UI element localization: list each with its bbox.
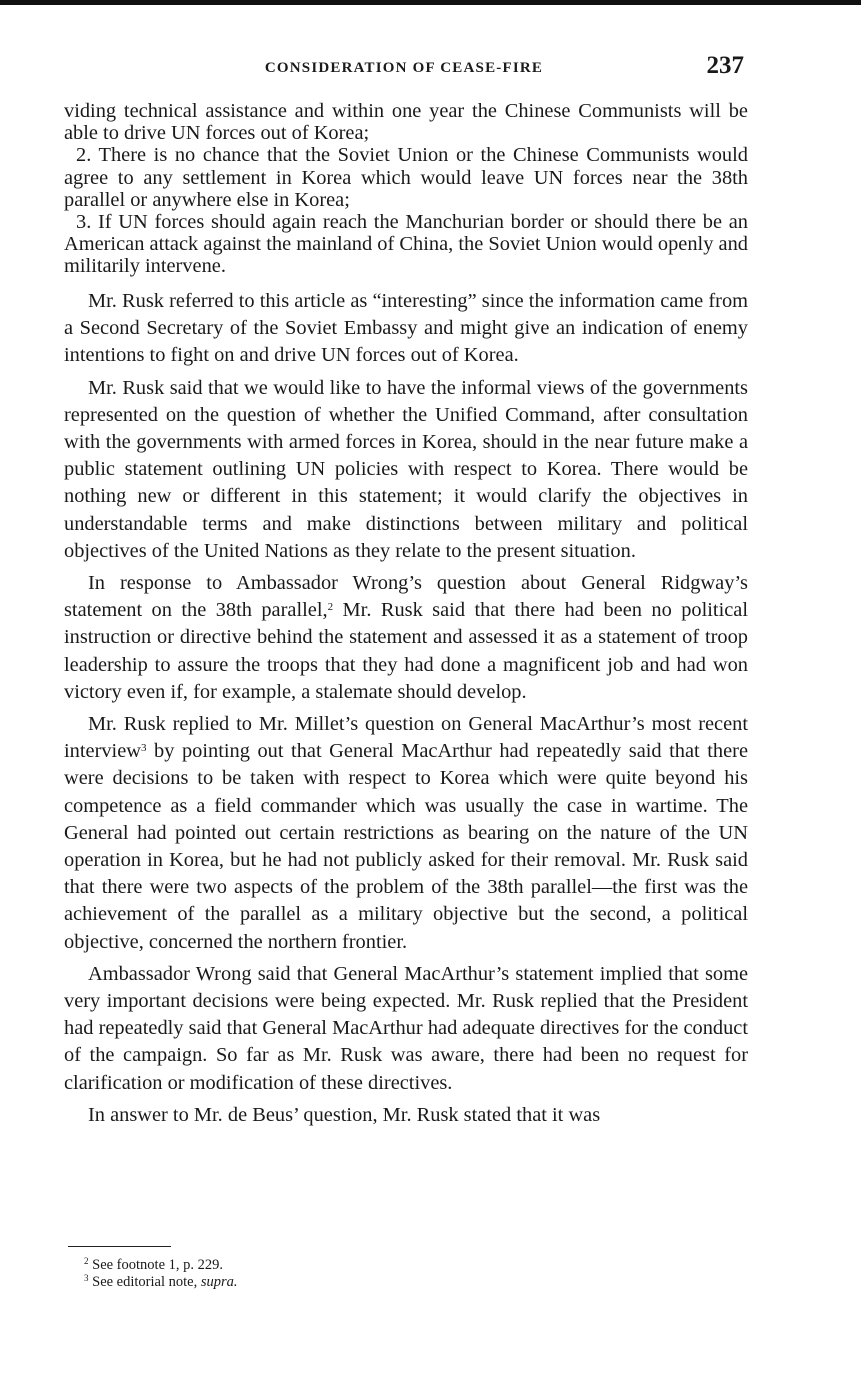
footnote-divider: [68, 1246, 171, 1247]
top-border-rule: [0, 0, 861, 5]
running-head: CONSIDERATION OF CEASE-FIRE: [264, 60, 544, 76]
footnote-text: See editorial note,: [92, 1274, 201, 1290]
footnote-marker: 2: [84, 1256, 89, 1267]
footnote-reference: 2: [327, 601, 334, 614]
list-continuation: viding technical assistance and within one year the Chinese Communists will be able to drive UN forces out of Korea;: [64, 100, 748, 145]
paragraph-informal-views: Mr. Rusk said that we would like to have the informal views of the governments represented on the question of whether the Unified Command, after consultation with the governments with armed forces in Korea, should in the near future make a public statement outlining UN policies with respect to Korea. There would be nothing new or different in this statement; it would clarify the objectives in understandable terms and make distinctions between military and political objectives of the United Nations as they relate to the present situation.: [64, 376, 748, 562]
paragraph-de-beus-question: In answer to Mr. de Beus’ question, Mr. Rusk stated that it was: [88, 1103, 601, 1126]
page-header: [64, 52, 744, 82]
page-number: 237: [706, 52, 744, 79]
paragraph-macarthur-interview: [64, 711, 748, 956]
paragraph-text: Mr. Rusk replied to Mr. Millet’s question on General MacArthur’s most recent interview: [64, 713, 748, 763]
footnote-italic-text: supra.: [200, 1274, 238, 1290]
list-item-2: 2. There is no chance that the Soviet Union or the Chinese Communists would agree to any settlement in Korea which would leave UN forces near the 38th parallel or anywhere else in Korea;: [64, 144, 748, 211]
footnotes: [84, 1257, 684, 1291]
paragraph-text: In response to Ambassador Wrong’s question about General Ridgway’s statement on the 38th parallel,: [64, 572, 748, 622]
paragraph-interesting-article: Mr. Rusk referred to this article as “interesting” since the information came from a Second Secretary of the Soviet Embassy and might give an indication of enemy intentions to fight on and drive UN forces out of Korea.: [64, 290, 748, 367]
footnote-reference: 3: [141, 742, 147, 755]
footnote-marker: 3: [84, 1273, 89, 1284]
body-text: [64, 288, 748, 1129]
paragraph-ridgway-statement: [64, 570, 748, 706]
numbered-list: [64, 100, 748, 278]
paragraph-important-decisions: Ambassador Wrong said that General MacArthur’s statement implied that some very important decisions were being expected. Mr. Rusk replied that the President had repeatedly said that General MacArthur had adequate directives for the conduct of the campaign. So far as Mr. Rusk was aware, there had been no request for clarification or modification of these directives.: [64, 962, 748, 1094]
paragraph-text: by pointing out that General MacArthur had repeatedly said that there were decisions to be taken with respect to Korea which were quite beyond his competence as a field commander which was usually the case in wartime. The General had pointed out certain restrictions as bearing on the nature of the UN operation in Korea, but he had not publicly asked for their removal. Mr. Rusk said that there were two aspects of the problem of the 38th parallel—the first was the achievement of the parallel as a military objective but the second, a political objective, concerned the northern frontier.: [64, 740, 748, 953]
paragraph-text: Mr. Rusk said that there had been no political instruction or directive behind the statement and assessed it as a statement of troop leadership to assure the troops that they had done a magnificent job and had won victory even if, for example, a stalemate should develop.: [64, 599, 749, 703]
footnote-3: [84, 1274, 684, 1291]
footnote-text: See footnote 1, p. 229.: [92, 1257, 224, 1273]
list-item-3: 3. If UN forces should again reach the Manchurian border or should there be an American attack against the mainland of China, the Soviet Union would openly and militarily intervene.: [64, 211, 748, 278]
footnote-2: [84, 1257, 684, 1274]
